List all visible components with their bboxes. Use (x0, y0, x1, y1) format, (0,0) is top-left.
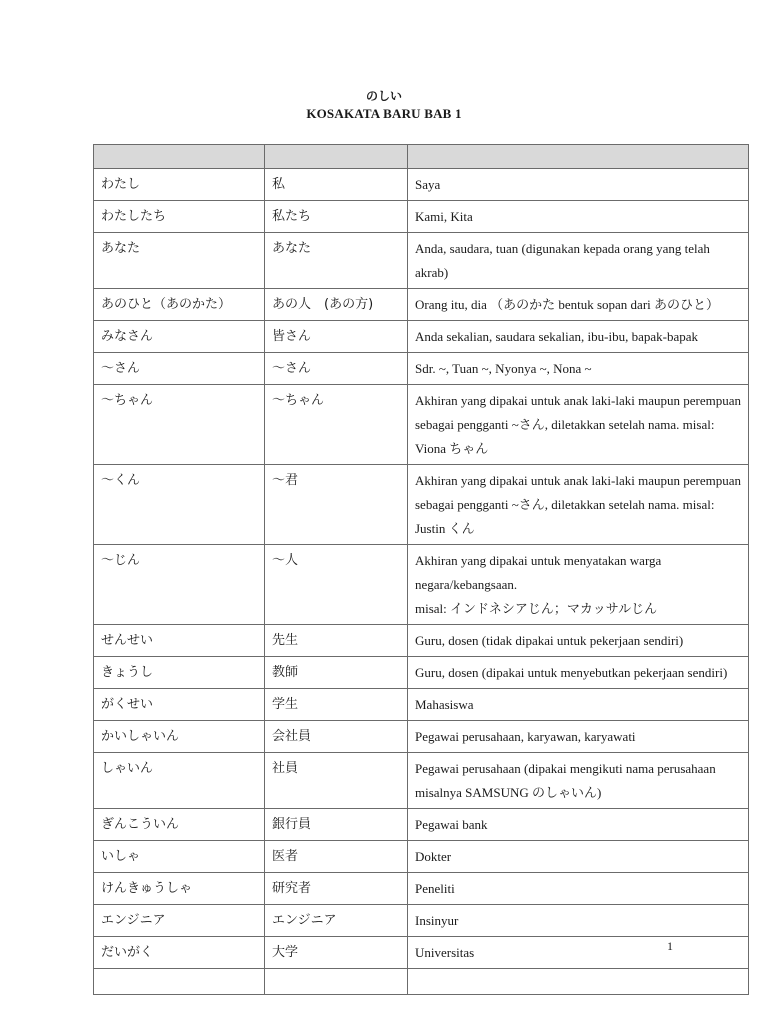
kanji-cell: 社員 (265, 753, 408, 809)
kanji-cell: ～人 (265, 545, 408, 625)
meaning-cell: Pegawai perusahaan (dipakai mengikuti nama perusahaan misalnya SAMSUNG のしゃいん) (408, 753, 749, 809)
kanji-cell: 医者 (265, 841, 408, 873)
kana-cell: ～ちゃん (94, 385, 265, 465)
meaning-cell: Universitas (408, 937, 749, 969)
kanji-cell: 教師 (265, 657, 408, 689)
kanji-cell: 先生 (265, 625, 408, 657)
kana-cell: ～くん (94, 465, 265, 545)
kana-cell: ～じん (94, 545, 265, 625)
table-row (94, 753, 749, 809)
meaning-example: misal: インドネシアじん；マカッサルじん (415, 601, 658, 616)
kanji-cell: 銀行員 (265, 809, 408, 841)
vocabulary-table (93, 144, 749, 995)
table-row (94, 905, 749, 937)
kanji-cell: 私たち (265, 201, 408, 233)
meaning-cell: Insinyur (408, 905, 749, 937)
meaning-cell: Peneliti (408, 873, 749, 905)
kanji-cell: 私 (265, 169, 408, 201)
table-header-kana (94, 145, 265, 169)
meaning-cell: Akhiran yang dipakai untuk anak laki-laki maupun perempuan sebagai pengganti ~さん, diletakkan setelah nama. misal: Justin くん (408, 465, 749, 545)
kana-cell: せんせい (94, 625, 265, 657)
meaning-cell: Pegawai bank (408, 809, 749, 841)
table-row (94, 169, 749, 201)
meaning-cell: Orang itu, dia （あのかた bentuk sopan dari あのひと） (408, 289, 749, 321)
table-row (94, 289, 749, 321)
empty-cell (265, 969, 408, 995)
meaning-cell: Sdr. ~, Tuan ~, Nyonya ~, Nona ~ (408, 353, 749, 385)
kana-cell: きょうし (94, 657, 265, 689)
kana-cell: みなさん (94, 321, 265, 353)
table-body (94, 169, 749, 995)
table-row (94, 465, 749, 545)
kana-cell: だいがく (94, 937, 265, 969)
kanji-cell: 学生 (265, 689, 408, 721)
kana-cell: いしゃ (94, 841, 265, 873)
header-japanese: のしい (365, 89, 402, 103)
meaning-cell: Anda, saudara, tuan (digunakan kepada orang yang telah akrab) (408, 233, 749, 289)
table-row (94, 657, 749, 689)
kana-cell: ～さん (94, 353, 265, 385)
kanji-cell: 皆さん (265, 321, 408, 353)
table-row (94, 233, 749, 289)
kanji-cell: エンジニア (265, 905, 408, 937)
page-title: KOSAKATA BARU BAB 1 (306, 106, 462, 121)
table-row (94, 689, 749, 721)
kana-cell: エンジニア (94, 905, 265, 937)
table-row-empty (94, 969, 749, 995)
kanji-cell: ～さん (265, 353, 408, 385)
table-header-meaning (408, 145, 749, 169)
meaning-cell: Akhiran yang dipakai untuk anak laki-laki maupun perempuan sebagai pengganti ~さん, diletakkan setelah nama. misal: Viona ちゃん (408, 385, 749, 465)
kana-cell: わたしたち (94, 201, 265, 233)
table-row (94, 809, 749, 841)
kanji-cell: 大学 (265, 937, 408, 969)
table-header-row (94, 145, 749, 169)
meaning-cell: Kami, Kita (408, 201, 749, 233)
table-header-kanji (265, 145, 408, 169)
table-row (94, 201, 749, 233)
table-row (94, 841, 749, 873)
meaning-cell: Pegawai perusahaan, karyawan, karyawati (408, 721, 749, 753)
meaning-cell: Mahasiswa (408, 689, 749, 721)
kana-cell: しゃいん (94, 753, 265, 809)
table-row (94, 321, 749, 353)
page-number: 1 (667, 939, 673, 953)
meaning-cell: Dokter (408, 841, 749, 873)
empty-cell (94, 969, 265, 995)
kanji-cell: ～君 (265, 465, 408, 545)
kana-cell: けんきゅうしゃ (94, 873, 265, 905)
meaning-cell: Saya (408, 169, 749, 201)
kanji-cell: 研究者 (265, 873, 408, 905)
table-row (94, 873, 749, 905)
meaning-cell: Anda sekalian, saudara sekalian, ibu-ibu, bapak-bapak (408, 321, 749, 353)
table-row (94, 937, 749, 969)
kana-cell: かいしゃいん (94, 721, 265, 753)
kana-cell: ぎんこういん (94, 809, 265, 841)
empty-cell (408, 969, 749, 995)
kanji-cell: 会社員 (265, 721, 408, 753)
meaning-line: Akhiran yang dipakai untuk menyatakan warga negara/kebangsaan. (415, 553, 662, 592)
table-row (94, 625, 749, 657)
kanji-cell: あなた (265, 233, 408, 289)
kana-cell: がくせい (94, 689, 265, 721)
meaning-cell (408, 545, 749, 625)
kanji-cell: ～ちゃん (265, 385, 408, 465)
kana-cell: あなた (94, 233, 265, 289)
table-row (94, 353, 749, 385)
meaning-cell: Guru, dosen (tidak dipakai untuk pekerjaan sendiri) (408, 625, 749, 657)
table-row (94, 385, 749, 465)
table-row (94, 545, 749, 625)
table-row (94, 721, 749, 753)
kana-cell: わたし (94, 169, 265, 201)
kanji-cell: あの人 (あの方) (265, 289, 408, 321)
meaning-cell: Guru, dosen (dipakai untuk menyebutkan pekerjaan sendiri) (408, 657, 749, 689)
kana-cell: あのひと（あのかた） (94, 289, 265, 321)
